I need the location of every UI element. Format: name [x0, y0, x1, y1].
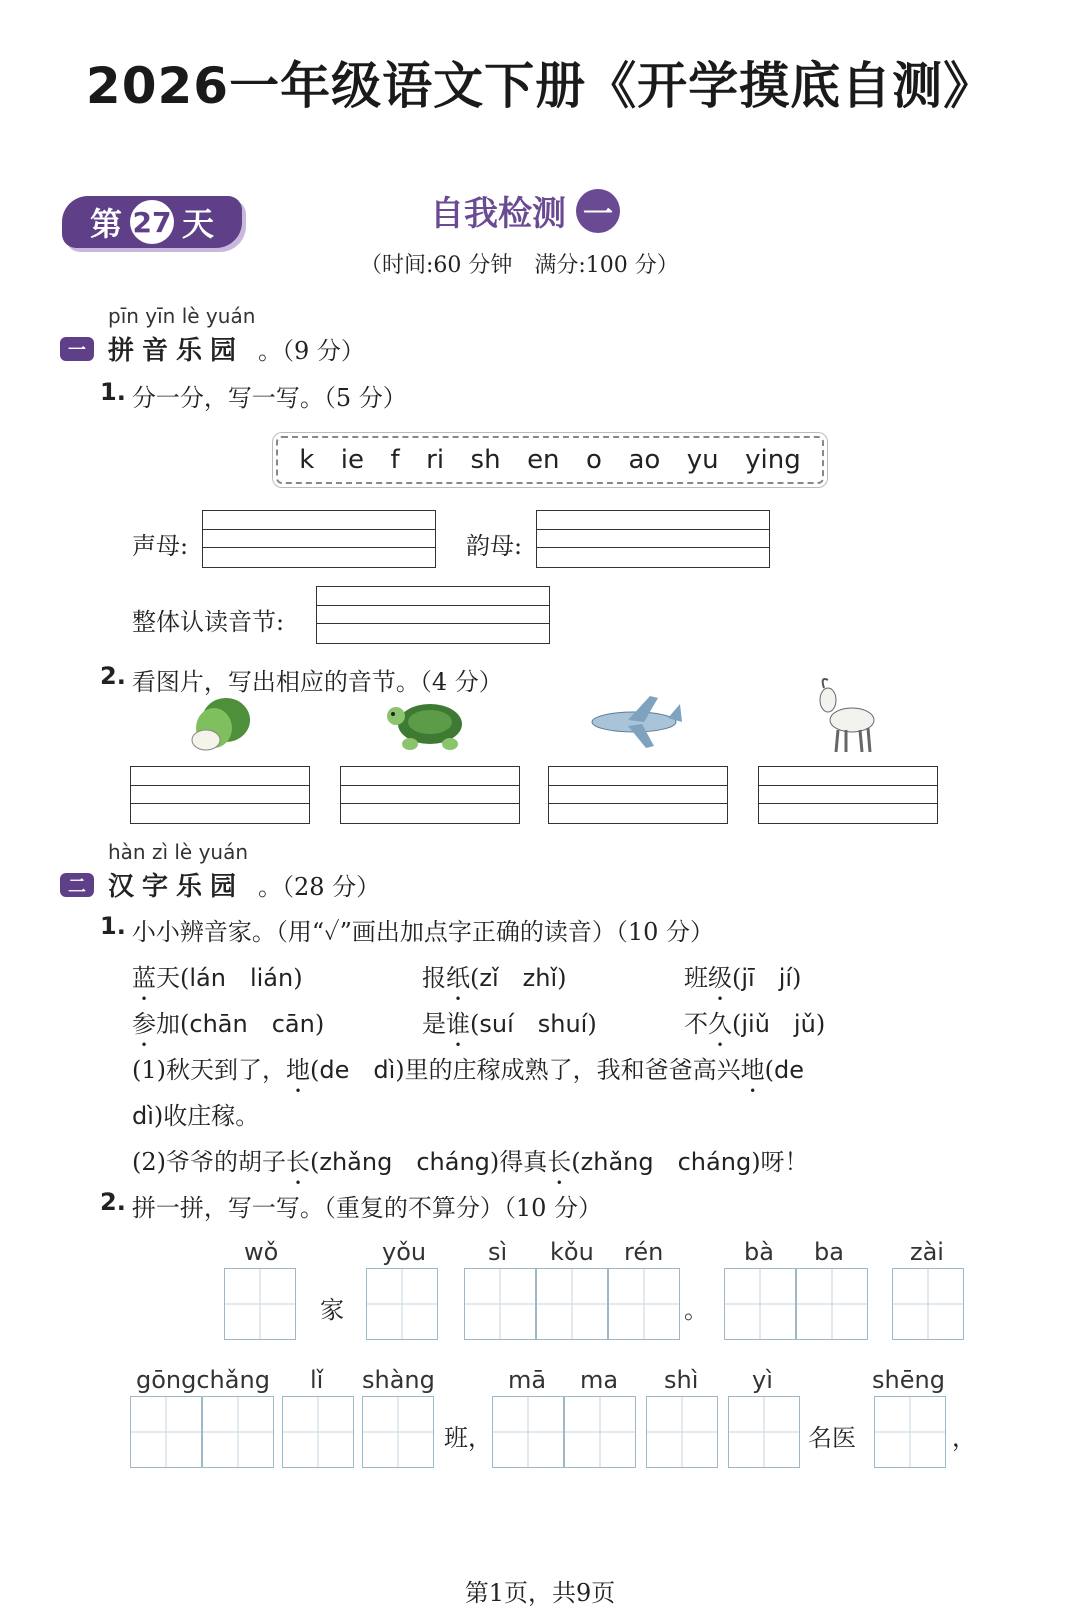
s1-paren-open-1: (: [310, 1056, 320, 1084]
document-title: 2026一年级语文下册《开学摸底自测》: [85, 57, 995, 115]
pinyin-letter: yu: [686, 445, 719, 475]
dotted-char: 蓝: [132, 964, 156, 992]
grid-cell[interactable]: [874, 1396, 946, 1468]
airplane-icon: [588, 692, 684, 754]
grid-shi[interactable]: [646, 1396, 718, 1468]
grid-zai[interactable]: [892, 1268, 964, 1340]
row2-pinyin-ma2: ma: [580, 1366, 619, 1394]
choice-text: ): [293, 964, 303, 992]
text-ban: 班，: [444, 1424, 492, 1452]
s2-q1-heading: [100, 912, 714, 947]
choice-text: (: [470, 964, 480, 992]
letters-box: [276, 436, 824, 484]
label-shengmu: 声母:: [132, 532, 189, 560]
char-jia: 家: [320, 1296, 344, 1324]
choice-text: ): [815, 1010, 826, 1038]
text-mingyi: 名医: [808, 1424, 856, 1452]
pinyin-letter: en: [527, 445, 560, 475]
s1-paren-open-2: (: [764, 1056, 775, 1084]
s2-dotted-2: 长: [547, 1148, 572, 1176]
pinyin-options[interactable]: jiǔ jǔ: [741, 1010, 816, 1038]
label-yunmu: 韵母:: [466, 532, 523, 560]
choice-text: 加(: [156, 1010, 190, 1038]
choice-text: ): [792, 964, 802, 992]
row1-pinyin-zai: zài: [910, 1238, 944, 1266]
grid-wo[interactable]: [224, 1268, 296, 1340]
pinyin-options[interactable]: jī jí: [741, 964, 793, 992]
choice-text: 班: [684, 964, 708, 992]
grid-cell[interactable]: [362, 1396, 434, 1468]
pinyin-options[interactable]: lán lián: [189, 964, 294, 992]
test-meta: （时间:60 分钟 满分:100 分）: [360, 253, 679, 278]
pinyin-options[interactable]: zǐ zhǐ: [479, 964, 558, 992]
s1-line2-text: )收庄稼。: [153, 1102, 260, 1130]
picture-answer-box-3[interactable]: [548, 766, 728, 824]
dotted-char: 参: [132, 1010, 156, 1038]
row2-pinyin-yi: yì: [752, 1366, 773, 1394]
grid-you[interactable]: [366, 1268, 438, 1340]
grid-cell[interactable]: [224, 1268, 296, 1340]
s2-paren-open-2: (: [571, 1148, 581, 1176]
grid-cell[interactable]: [728, 1396, 800, 1468]
row1-pinyin-ba2: ba: [814, 1238, 844, 1266]
day-badge-suffix: 天: [182, 205, 215, 243]
s1-pinyin-options-1[interactable]: de dì: [319, 1056, 396, 1084]
shengmu-answer-box[interactable]: [202, 510, 436, 568]
choice-text: 不: [684, 1010, 708, 1038]
choice-text: ): [314, 1010, 325, 1038]
choice-text: 是: [422, 1010, 446, 1038]
row2-pinyin-gongchang: gōngchǎng: [136, 1366, 270, 1394]
row2-pinyin-shi: shì: [664, 1366, 699, 1394]
choice-text: 报: [422, 964, 446, 992]
pinyin-letter: ao: [628, 445, 661, 475]
row2-pinyin-sheng: shēng: [872, 1366, 945, 1394]
sentence-1-line-2: [132, 1096, 259, 1131]
s1-q2-heading: [100, 662, 503, 697]
dotted-char: 级: [708, 964, 732, 992]
test-title: [430, 186, 620, 235]
grid-yi[interactable]: [728, 1396, 800, 1468]
s1-dotted-1: 地: [286, 1056, 310, 1084]
s2-text-c: )得真: [489, 1148, 548, 1176]
grid-baba[interactable]: [724, 1268, 868, 1340]
test-number-circle: 一: [576, 189, 620, 233]
pinyin-letter: ying: [745, 445, 801, 475]
row1-period: 。: [684, 1296, 708, 1324]
day-badge: [62, 196, 242, 248]
s2-q2-text: 拼一拼，写一写。（重复的不算分）（10 分）: [131, 1194, 602, 1222]
grid-li[interactable]: [282, 1396, 354, 1468]
s1-q1-number: 1.: [100, 378, 126, 406]
cabbage-icon: [184, 692, 254, 756]
pinyin-letter: ie: [340, 445, 365, 475]
choice-text: ): [557, 964, 567, 992]
section1-header: [60, 330, 365, 367]
test-title-text: 自我检测: [430, 194, 566, 234]
s1-q1-text: 分一分，写一写。（5 分）: [131, 384, 407, 412]
grid-cell[interactable]: [366, 1268, 438, 1340]
s2-dotted-1: 长: [286, 1148, 310, 1176]
pinyin-letter: ri: [426, 445, 445, 475]
choice-text: (: [470, 1010, 480, 1038]
day-badge-prefix: 第: [89, 205, 122, 243]
picture-answer-box-2[interactable]: [340, 766, 520, 824]
grid-cell[interactable]: [564, 1396, 636, 1468]
grid-cell[interactable]: [796, 1268, 868, 1340]
grid-cell[interactable]: [892, 1268, 964, 1340]
row2-comma: ，: [952, 1424, 976, 1452]
section1-score: 。（9 分）: [258, 337, 365, 365]
grid-cell[interactable]: [724, 1268, 796, 1340]
s2-text-a: (2)爷爷的胡子: [132, 1148, 286, 1176]
section2-title: 汉字乐园: [108, 872, 245, 902]
row1-pinyin-kou: kǒu: [550, 1238, 594, 1266]
row1-pinyin-si: sì: [488, 1238, 508, 1266]
grid-si-kou-ren[interactable]: [464, 1268, 680, 1340]
section1-title: 拼音乐园: [108, 336, 245, 366]
s2-q2-number: 2.: [100, 1188, 126, 1216]
grid-gongchang[interactable]: [130, 1396, 274, 1468]
row1-pinyin-wo: wǒ: [244, 1238, 279, 1266]
s1-pinyin-options-2b[interactable]: dì: [132, 1102, 154, 1130]
choice-item: [422, 958, 567, 1006]
s2-text-e: )呀！: [751, 1148, 809, 1176]
dotted-char: 纸: [446, 964, 470, 992]
section1-pinyin: pīn yīn lè yuán: [108, 304, 256, 328]
pinyin-letter: sh: [470, 445, 501, 475]
dotted-char: 谁: [446, 1010, 470, 1038]
grid-cell[interactable]: [464, 1268, 536, 1340]
pinyin-options[interactable]: suí shuí: [479, 1010, 588, 1038]
sentence-2: [132, 1142, 809, 1190]
s2-q1-number: 1.: [100, 912, 126, 940]
s2-pinyin-options-2[interactable]: zhǎng cháng: [580, 1148, 752, 1176]
grid-mama[interactable]: [492, 1396, 636, 1468]
row1-pinyin-you: yǒu: [382, 1238, 427, 1266]
choice-item: [422, 1004, 597, 1052]
row2-pinyin-ma1: mā: [508, 1366, 547, 1394]
section2-header: [60, 866, 380, 903]
day-badge-number: 27: [130, 200, 174, 244]
picture-answer-box-4[interactable]: [758, 766, 938, 824]
choice-text: (: [732, 964, 742, 992]
row1-pinyin-ba1: bà: [744, 1238, 774, 1266]
s1-q2-number: 2.: [100, 662, 126, 690]
grid-shang[interactable]: [362, 1396, 434, 1468]
choice-text: (: [732, 1010, 742, 1038]
goat-icon: [812, 676, 882, 756]
s1-dotted-2: 地: [740, 1056, 765, 1084]
section2-icon: 二: [60, 873, 94, 897]
s1-q1-heading: [100, 378, 407, 413]
row2-pinyin-shang: shàng: [362, 1366, 435, 1394]
s1-pinyin-options-2a[interactable]: de: [774, 1056, 805, 1084]
choice-text: 天(: [156, 964, 190, 992]
grid-cell[interactable]: [536, 1268, 608, 1340]
s2-pinyin-options-1[interactable]: zhǎng cháng: [319, 1148, 490, 1176]
s1-q2-text: 看图片，写出相应的音节。（4 分）: [131, 668, 503, 696]
page-footer: 第1页，共9页: [464, 1579, 616, 1607]
row2-pinyin-li: lǐ: [310, 1366, 324, 1394]
s2-paren-open-1: (: [310, 1148, 320, 1176]
yunmu-answer-box[interactable]: [536, 510, 770, 568]
picture-answer-box-1[interactable]: [130, 766, 310, 824]
pinyin-options[interactable]: chān cān: [189, 1010, 315, 1038]
section2-pinyin: hàn zì lè yuán: [108, 840, 249, 864]
choice-item: [132, 958, 303, 1006]
grid-sheng[interactable]: [874, 1396, 946, 1468]
grid-cell[interactable]: [646, 1396, 718, 1468]
sentence-1-line-1: [132, 1050, 804, 1098]
choice-item: [132, 1004, 324, 1052]
section2-score: 。（28 分）: [258, 873, 381, 901]
section1-icon: 一: [60, 337, 94, 361]
dotted-char: 久: [708, 1010, 732, 1038]
s1-text-c: )里的庄稼成熟了，我和爸爸高兴: [395, 1056, 741, 1084]
pinyin-letter: o: [586, 445, 602, 475]
choice-item: [684, 958, 801, 1006]
pinyin-letter: k: [299, 445, 315, 475]
s2-q2-heading: [100, 1188, 602, 1223]
row1-pinyin-ren: rén: [624, 1238, 664, 1266]
s2-q1-text: 小小辨音家。（用“✓”画出加点字正确的读音）（10 分）: [131, 918, 715, 946]
zhengti-answer-box[interactable]: [316, 586, 550, 644]
grid-cell[interactable]: [492, 1396, 564, 1468]
grid-cell[interactable]: [130, 1396, 202, 1468]
grid-cell[interactable]: [608, 1268, 680, 1340]
label-zhengti: 整体认读音节:: [132, 608, 285, 636]
grid-cell[interactable]: [282, 1396, 354, 1468]
pinyin-letter: f: [390, 445, 400, 475]
grid-cell[interactable]: [202, 1396, 274, 1468]
choice-text: ): [587, 1010, 597, 1038]
s1-text-a: (1)秋天到了，: [132, 1056, 286, 1084]
choice-item: [684, 1004, 825, 1052]
turtle-icon: [384, 696, 476, 756]
